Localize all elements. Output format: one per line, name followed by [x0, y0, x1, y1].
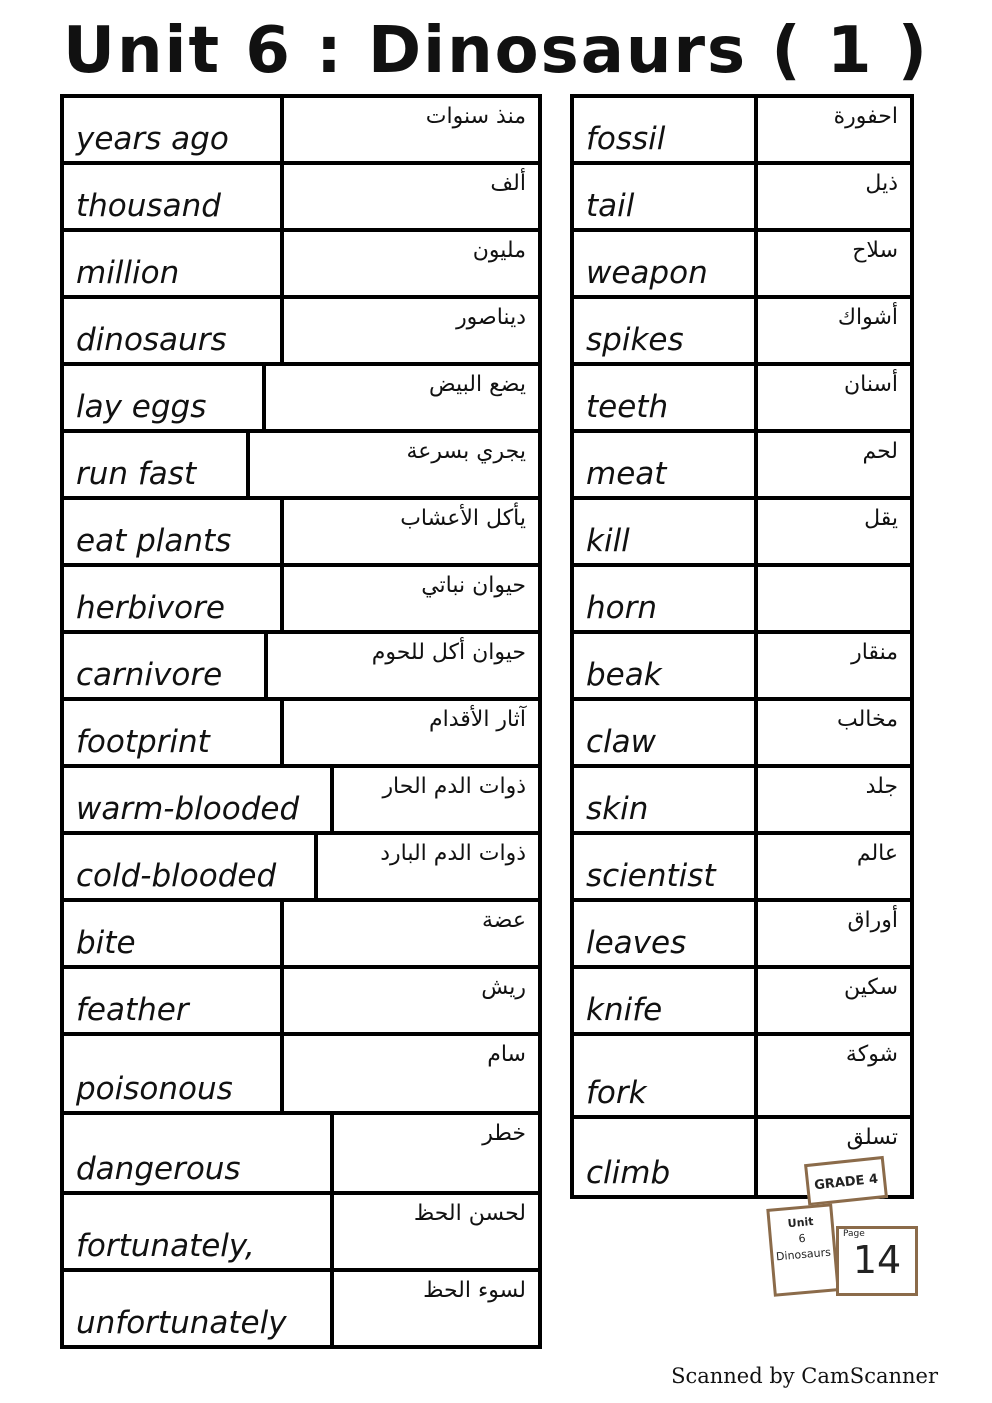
arabic-translation: مخالب: [837, 707, 898, 732]
arabic-translation: سلاح: [852, 238, 898, 263]
arabic-translation: يجري بسرعة: [406, 439, 526, 464]
vocab-row: [574, 500, 910, 563]
arabic-translation: ذوات الدم الحار: [382, 774, 526, 799]
english-word: horn: [574, 567, 758, 630]
english-word: beak: [574, 634, 758, 697]
english-word: unfortunately: [64, 1272, 334, 1345]
english-word: thousand: [64, 165, 284, 228]
vocab-row: [574, 98, 910, 161]
english-word: run fast: [64, 433, 250, 496]
vocabulary-table-right: [570, 94, 914, 1199]
vocab-row: [64, 835, 538, 898]
english-word: fork: [574, 1036, 758, 1115]
vocab-row: [64, 299, 538, 362]
english-word: meat: [574, 433, 758, 496]
arabic-translation: منذ سنوات: [425, 104, 526, 129]
english-word: teeth: [574, 366, 758, 429]
arabic-translation: ذيل: [865, 171, 898, 196]
vocab-row: [574, 1036, 910, 1115]
vocab-row: [64, 1036, 538, 1111]
vocab-row: [64, 1272, 538, 1345]
english-word: scientist: [574, 835, 758, 898]
vocab-row: [64, 433, 538, 496]
english-word: poisonous: [64, 1036, 284, 1111]
english-word: fortunately,: [64, 1195, 334, 1268]
english-word: eat plants: [64, 500, 284, 563]
vocab-row: [574, 835, 910, 898]
vocab-row: [64, 567, 538, 630]
arabic-translation: ألف: [490, 171, 526, 196]
english-word: years ago: [64, 98, 284, 161]
grade-label-card: [804, 1156, 888, 1206]
page-number: 14: [852, 1238, 902, 1282]
vocab-row: [64, 969, 538, 1032]
arabic-translation: يقل: [864, 506, 898, 531]
english-word: tail: [574, 165, 758, 228]
english-word: dangerous: [64, 1115, 334, 1191]
arabic-translation: تسلق: [846, 1125, 898, 1150]
english-word: carnivore: [64, 634, 268, 697]
arabic-translation: أسنان: [843, 372, 898, 397]
english-word: kill: [574, 500, 758, 563]
page-word: Page: [843, 1229, 865, 1239]
arabic-translation: خطر: [482, 1121, 526, 1146]
arabic-translation: ريش: [481, 975, 526, 1000]
arabic-translation: شوكة: [845, 1042, 898, 1067]
vocabulary-table-left: [60, 94, 542, 1349]
english-word: knife: [574, 969, 758, 1032]
english-word: footprint: [64, 701, 284, 764]
arabic-translation: حيوان أكل للحوم: [371, 640, 526, 665]
arabic-translation: لحم: [862, 439, 898, 464]
vocab-row: [64, 232, 538, 295]
arabic-translation: حيوان نباتي: [421, 573, 526, 598]
arabic-translation: سام: [487, 1042, 526, 1067]
vocab-row: [574, 969, 910, 1032]
arabic-translation: يضع البيض: [429, 372, 526, 397]
vocab-row: [574, 232, 910, 295]
arabic-translation: ديناصور: [456, 305, 526, 330]
english-word: fossil: [574, 98, 758, 161]
vocab-row: [574, 366, 910, 429]
unit-name: Dinosaurs: [775, 1245, 832, 1264]
english-word: weapon: [574, 232, 758, 295]
arabic-translation: [758, 567, 910, 630]
arabic-translation: عضة: [482, 908, 526, 933]
arabic-translation: احفورة: [833, 104, 898, 129]
vocab-row: [574, 768, 910, 831]
vocab-row: [574, 634, 910, 697]
english-word: claw: [574, 701, 758, 764]
english-word: leaves: [574, 902, 758, 965]
vocab-row: [64, 366, 538, 429]
unit-word: Unit: [787, 1215, 815, 1231]
page-title: Unit 6 : Dinosaurs ( 1 ): [63, 14, 929, 88]
english-word: warm-blooded: [64, 768, 334, 831]
arabic-translation: مليون: [472, 238, 526, 263]
vocab-row: [574, 701, 910, 764]
arabic-translation: آثار الأقدام: [428, 707, 526, 732]
grade-label: GRADE 4: [813, 1171, 879, 1194]
arabic-translation: عالم: [856, 841, 898, 866]
vocab-row: [574, 567, 910, 630]
english-word: spikes: [574, 299, 758, 362]
english-word: cold-blooded: [64, 835, 318, 898]
english-word: lay eggs: [64, 366, 266, 429]
arabic-translation: جلد: [865, 774, 898, 799]
arabic-translation: يأكل الأعشاب: [400, 506, 526, 531]
scanner-watermark: Scanned by CamScanner: [671, 1364, 938, 1388]
vocab-row: [574, 902, 910, 965]
vocab-row: [64, 1195, 538, 1268]
vocab-row: [64, 768, 538, 831]
vocab-row: [574, 299, 910, 362]
vocab-row: [64, 98, 538, 161]
unit-card: [766, 1203, 839, 1296]
english-word: feather: [64, 969, 284, 1032]
vocab-row: [64, 634, 538, 697]
vocab-row: [574, 165, 910, 228]
unit-number: 6: [797, 1231, 807, 1246]
english-word: bite: [64, 902, 284, 965]
english-word: dinosaurs: [64, 299, 284, 362]
english-word: million: [64, 232, 284, 295]
arabic-translation: أوراق: [847, 908, 898, 933]
vocab-row: [64, 165, 538, 228]
arabic-translation: لسوء الحظ: [423, 1278, 526, 1303]
arabic-translation: لحسن الحظ: [413, 1201, 526, 1226]
arabic-translation: منقار: [851, 640, 898, 665]
vocab-row: [64, 1115, 538, 1191]
page-card: [836, 1226, 918, 1296]
arabic-translation: سكين: [844, 975, 898, 1000]
arabic-translation: أشواك: [837, 305, 898, 330]
english-word: herbivore: [64, 567, 284, 630]
vocab-row: [64, 500, 538, 563]
arabic-translation: ذوات الدم البارد: [380, 841, 526, 866]
vocab-row: [64, 902, 538, 965]
english-word: climb: [574, 1119, 758, 1195]
english-word: skin: [574, 768, 758, 831]
vocab-row: [574, 433, 910, 496]
vocab-row: [64, 701, 538, 764]
